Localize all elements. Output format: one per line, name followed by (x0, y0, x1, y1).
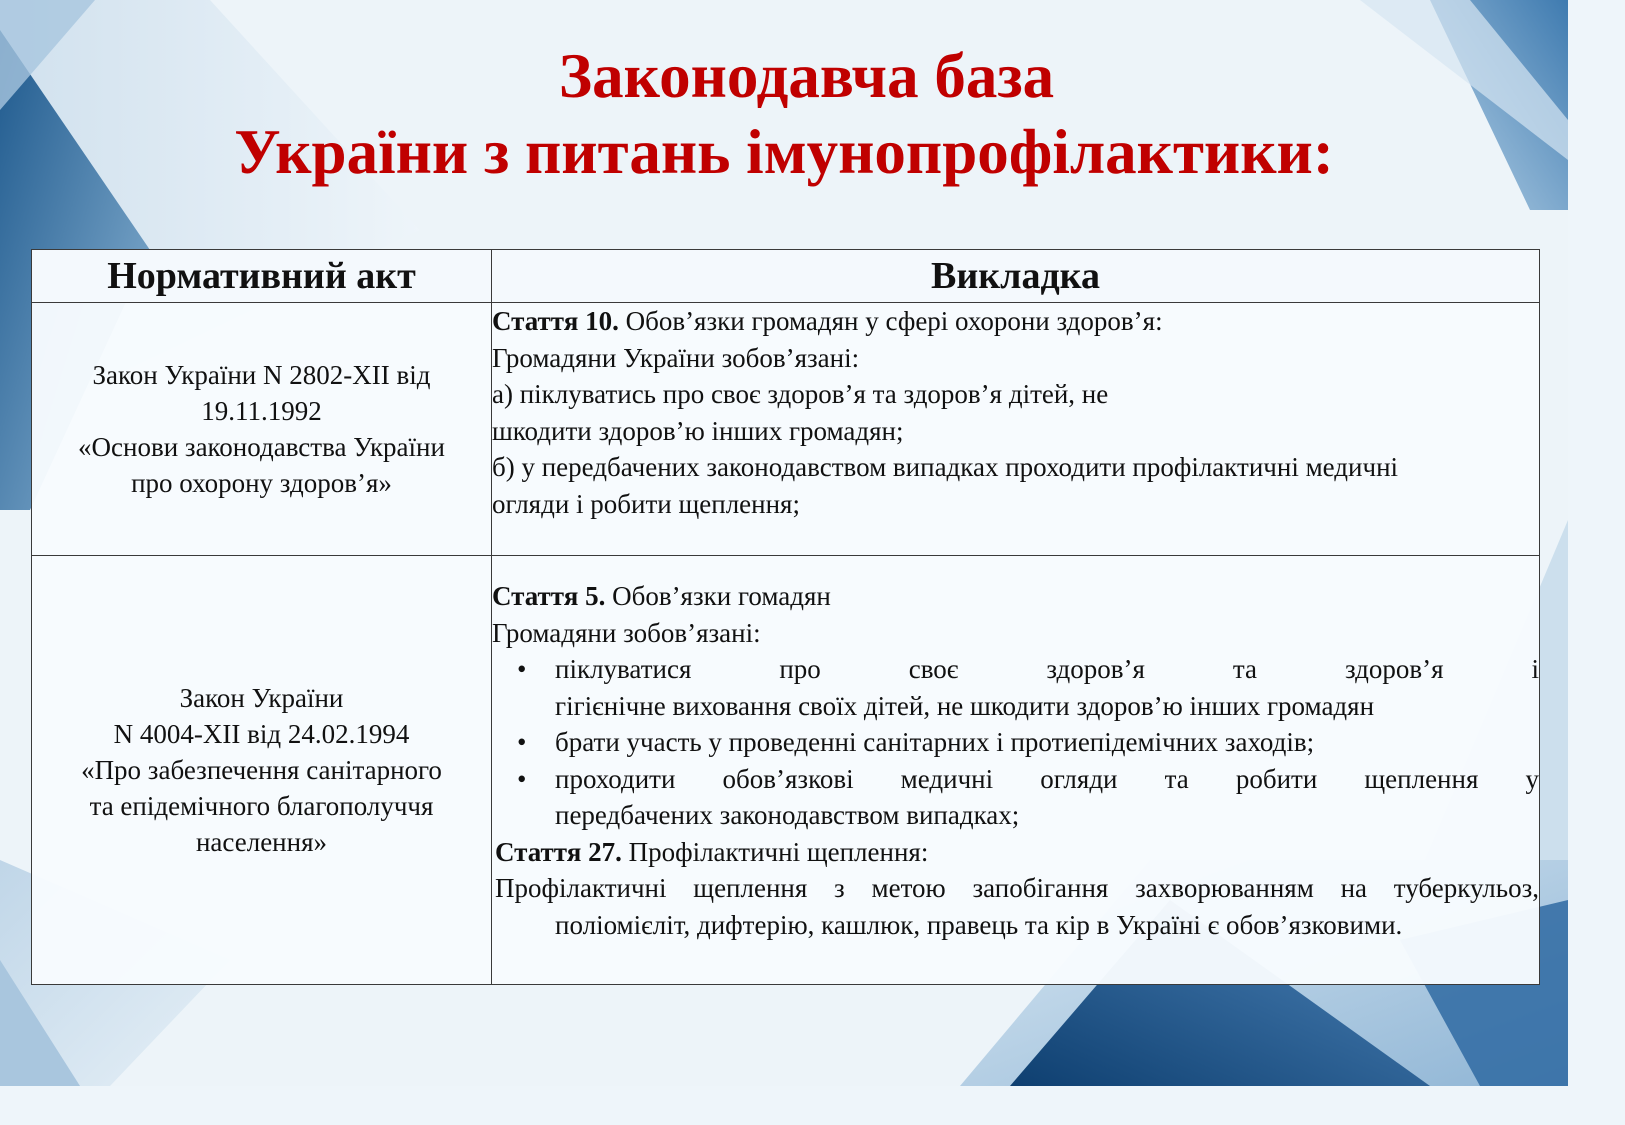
content-cell (492, 303, 1540, 556)
content-cell (492, 556, 1540, 985)
table-row (32, 556, 1540, 985)
act-line: N 4004-XII від 24.02.1994 (113, 719, 410, 749)
list-item-line: проходити обов’язкові медичні огляди та робити щеплення у (555, 763, 1539, 794)
act-cell (32, 303, 492, 556)
list-item (492, 761, 1539, 834)
content-line: Громадяни зобов’язані: (492, 617, 761, 648)
article-heading (492, 834, 1539, 871)
content-line: шкодити здоров’ю інших громадян; (492, 415, 904, 446)
article-title: Обов’язки гомадян (605, 581, 831, 611)
legislation-table (31, 249, 1540, 985)
header-normative-act: Нормативний акт (32, 250, 492, 303)
title-line-1: Законодавча база (558, 41, 1055, 111)
article-title: Профілактичні щеплення: (621, 836, 929, 867)
list-item (492, 724, 1539, 761)
content-line: а) піклуватись про своє здоров’я та здоров’я дітей, не (492, 379, 1109, 409)
table-row (32, 303, 1540, 556)
article-label: Стаття 10. (492, 306, 619, 336)
table-header-row (32, 250, 1540, 303)
act-line: «Основи законодавства України (78, 432, 445, 462)
act-line: населення» (195, 827, 327, 857)
act-cell (32, 556, 492, 985)
article-heading (492, 578, 1539, 615)
act-line: про охорону здоров’я» (131, 468, 392, 498)
article-label: Стаття 27. (495, 836, 622, 867)
list-item (492, 651, 1539, 724)
header-content: Викладка (492, 250, 1540, 303)
article-label: Стаття 5. (492, 581, 606, 611)
article-text: Профілактичні щеплення з метою запобігання захворюванням на туберкульоз, поліомієліт, дифтерію, кашлюк, правець та кір в Україні є обов’язковими. (495, 873, 1539, 940)
content-line: Громадяни України зобов’язані: (492, 342, 860, 373)
article-title: Обов’язки громадян у сфері охорони здоров’я: (618, 306, 1163, 336)
act-line: Закон України (179, 683, 344, 713)
act-line: та епідемічного благополуччя (89, 791, 434, 821)
list-item-line: піклуватися про своє здоров’я та здоров’я і (555, 654, 1539, 684)
list-item-line: брати участь у проведенні санітарних і протиепідемічних заходів; (555, 727, 1315, 757)
content-line: огляди і робити щеплення; (492, 488, 800, 519)
list-item-line: гігієнічне виховання своїх дітей, не шкодити здоров’ю інших громадян (555, 690, 1375, 721)
article-heading (492, 303, 1539, 340)
act-line: Закон України N 2802-XII від (92, 360, 431, 390)
list-item-line: передбачених законодавством випадках; (555, 800, 1020, 830)
page-title (0, 38, 1568, 190)
act-line: 19.11.1992 (201, 396, 322, 426)
act-line: «Про забезпечення санітарного (81, 755, 442, 785)
content-line: б) у передбачених законодавством випадках проходити профілактичні медичні (492, 452, 1399, 482)
title-line-2: України з питань імунопрофілактики: (234, 117, 1334, 187)
obligations-list (492, 651, 1539, 834)
